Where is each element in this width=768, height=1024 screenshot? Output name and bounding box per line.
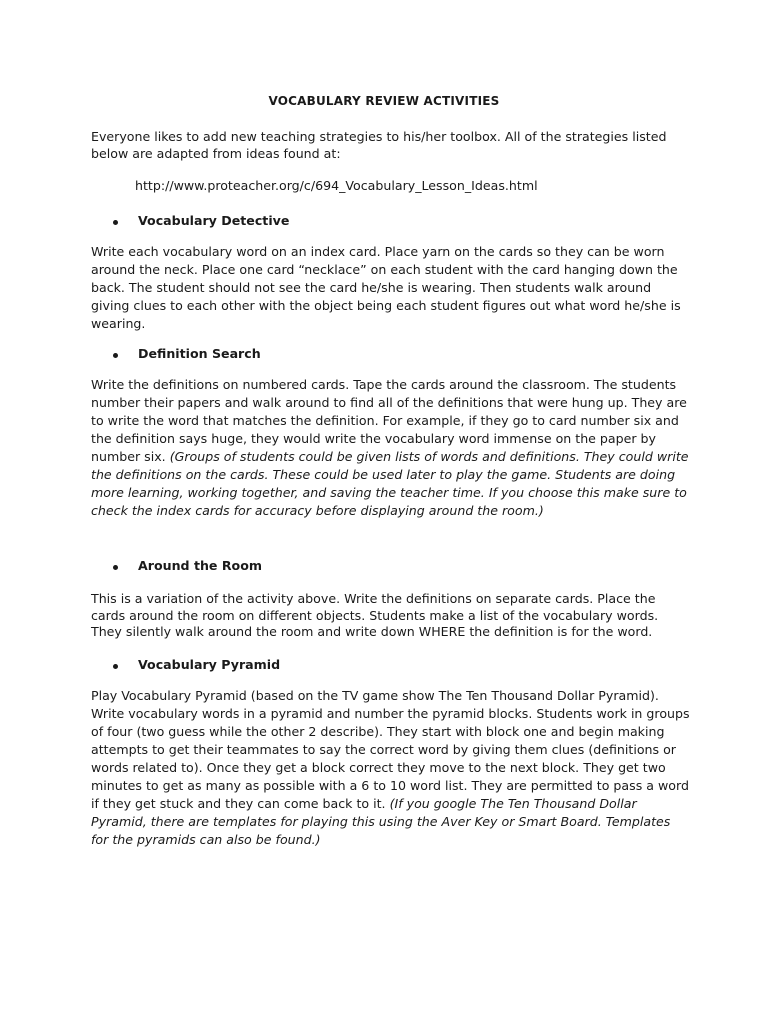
section-body-definition-search xyxy=(91,376,691,520)
section-heading-definition-search xyxy=(113,345,261,363)
source-url: http://www.proteacher.org/c/694_Vocabulary_Lesson_Ideas.html xyxy=(135,178,538,193)
section-body-vocabulary-pyramid xyxy=(91,687,691,849)
section-heading-vocabulary-pyramid xyxy=(113,656,280,674)
section-body-text: Play Vocabulary Pyramid (based on the TV game show The Ten Thousand Dollar Pyramid). Write vocabulary words in a pyramid and number the pyramid blocks. Students work in groups of four (two guess while the other 2 describe). They start with block one and begin making attempts to get their teammates to say the correct word by giving them clues (definitions or words related to). Once they get a block correct they move to the next block. They get two minutes to get as many as possible with a 6 to 10 word list. They are permitted to pass a word if they get stuck and they can come back to it. xyxy=(91,688,690,811)
bullet-icon xyxy=(113,353,118,358)
section-heading-text: Vocabulary Detective xyxy=(138,213,290,228)
bullet-icon xyxy=(113,565,118,570)
document-title: VOCABULARY REVIEW ACTIVITIES xyxy=(268,94,500,108)
intro-paragraph: Everyone likes to add new teaching strategies to his/her toolbox. All of the strategies listed below are adapted from ideas found at: xyxy=(91,129,667,161)
section-body-vocabulary-detective: Write each vocabulary word on an index card. Place yarn on the cards so they can be worn around the neck. Place one card “necklace” on each student with the card hanging down the back. The student should not see the card he/she is wearing. Then students walk around giving clues to each other with the object being each student figures out what word he/she is wearing. xyxy=(91,244,681,331)
section-heading-text: Around the Room xyxy=(138,558,262,573)
section-heading-text: Definition Search xyxy=(138,346,261,361)
section-body-italic-note: (If you google The Ten Thousand Dollar Pyramid, there are templates for playing this using the Aver Key or Smart Board. Templates for the pyramids can also be found.) xyxy=(91,796,671,847)
section-body-text: Write the definitions on numbered cards. Tape the cards around the classroom. The students number their papers and walk around to find all of the definitions that were hung up. They are to write the word that matches the definition. For example, if they go to card number six and the definition says huge, they would write the vocabulary word immense on the paper by number six. xyxy=(91,377,687,464)
section-body-around-the-room: This is a variation of the activity above. Write the definitions on separate cards. Place the cards around the room on different objects. Students make a list of the vocabulary words. They silently walk around the room and write down WHERE the definition is for the word. xyxy=(91,591,659,639)
bullet-icon xyxy=(113,664,118,669)
section-heading-around-the-room xyxy=(113,557,262,575)
bullet-icon xyxy=(113,220,118,225)
section-body-italic-note: (Groups of students could be given lists of words and definitions. They could write the definitions on the cards. These could be used later to play the game. Students are doing more learning, working together, and saving the teacher time. If you choose this make sure to check the index cards for accuracy before displaying around the room.) xyxy=(91,449,689,518)
section-heading-text: Vocabulary Pyramid xyxy=(138,657,281,672)
section-heading-vocabulary-detective xyxy=(113,212,289,230)
